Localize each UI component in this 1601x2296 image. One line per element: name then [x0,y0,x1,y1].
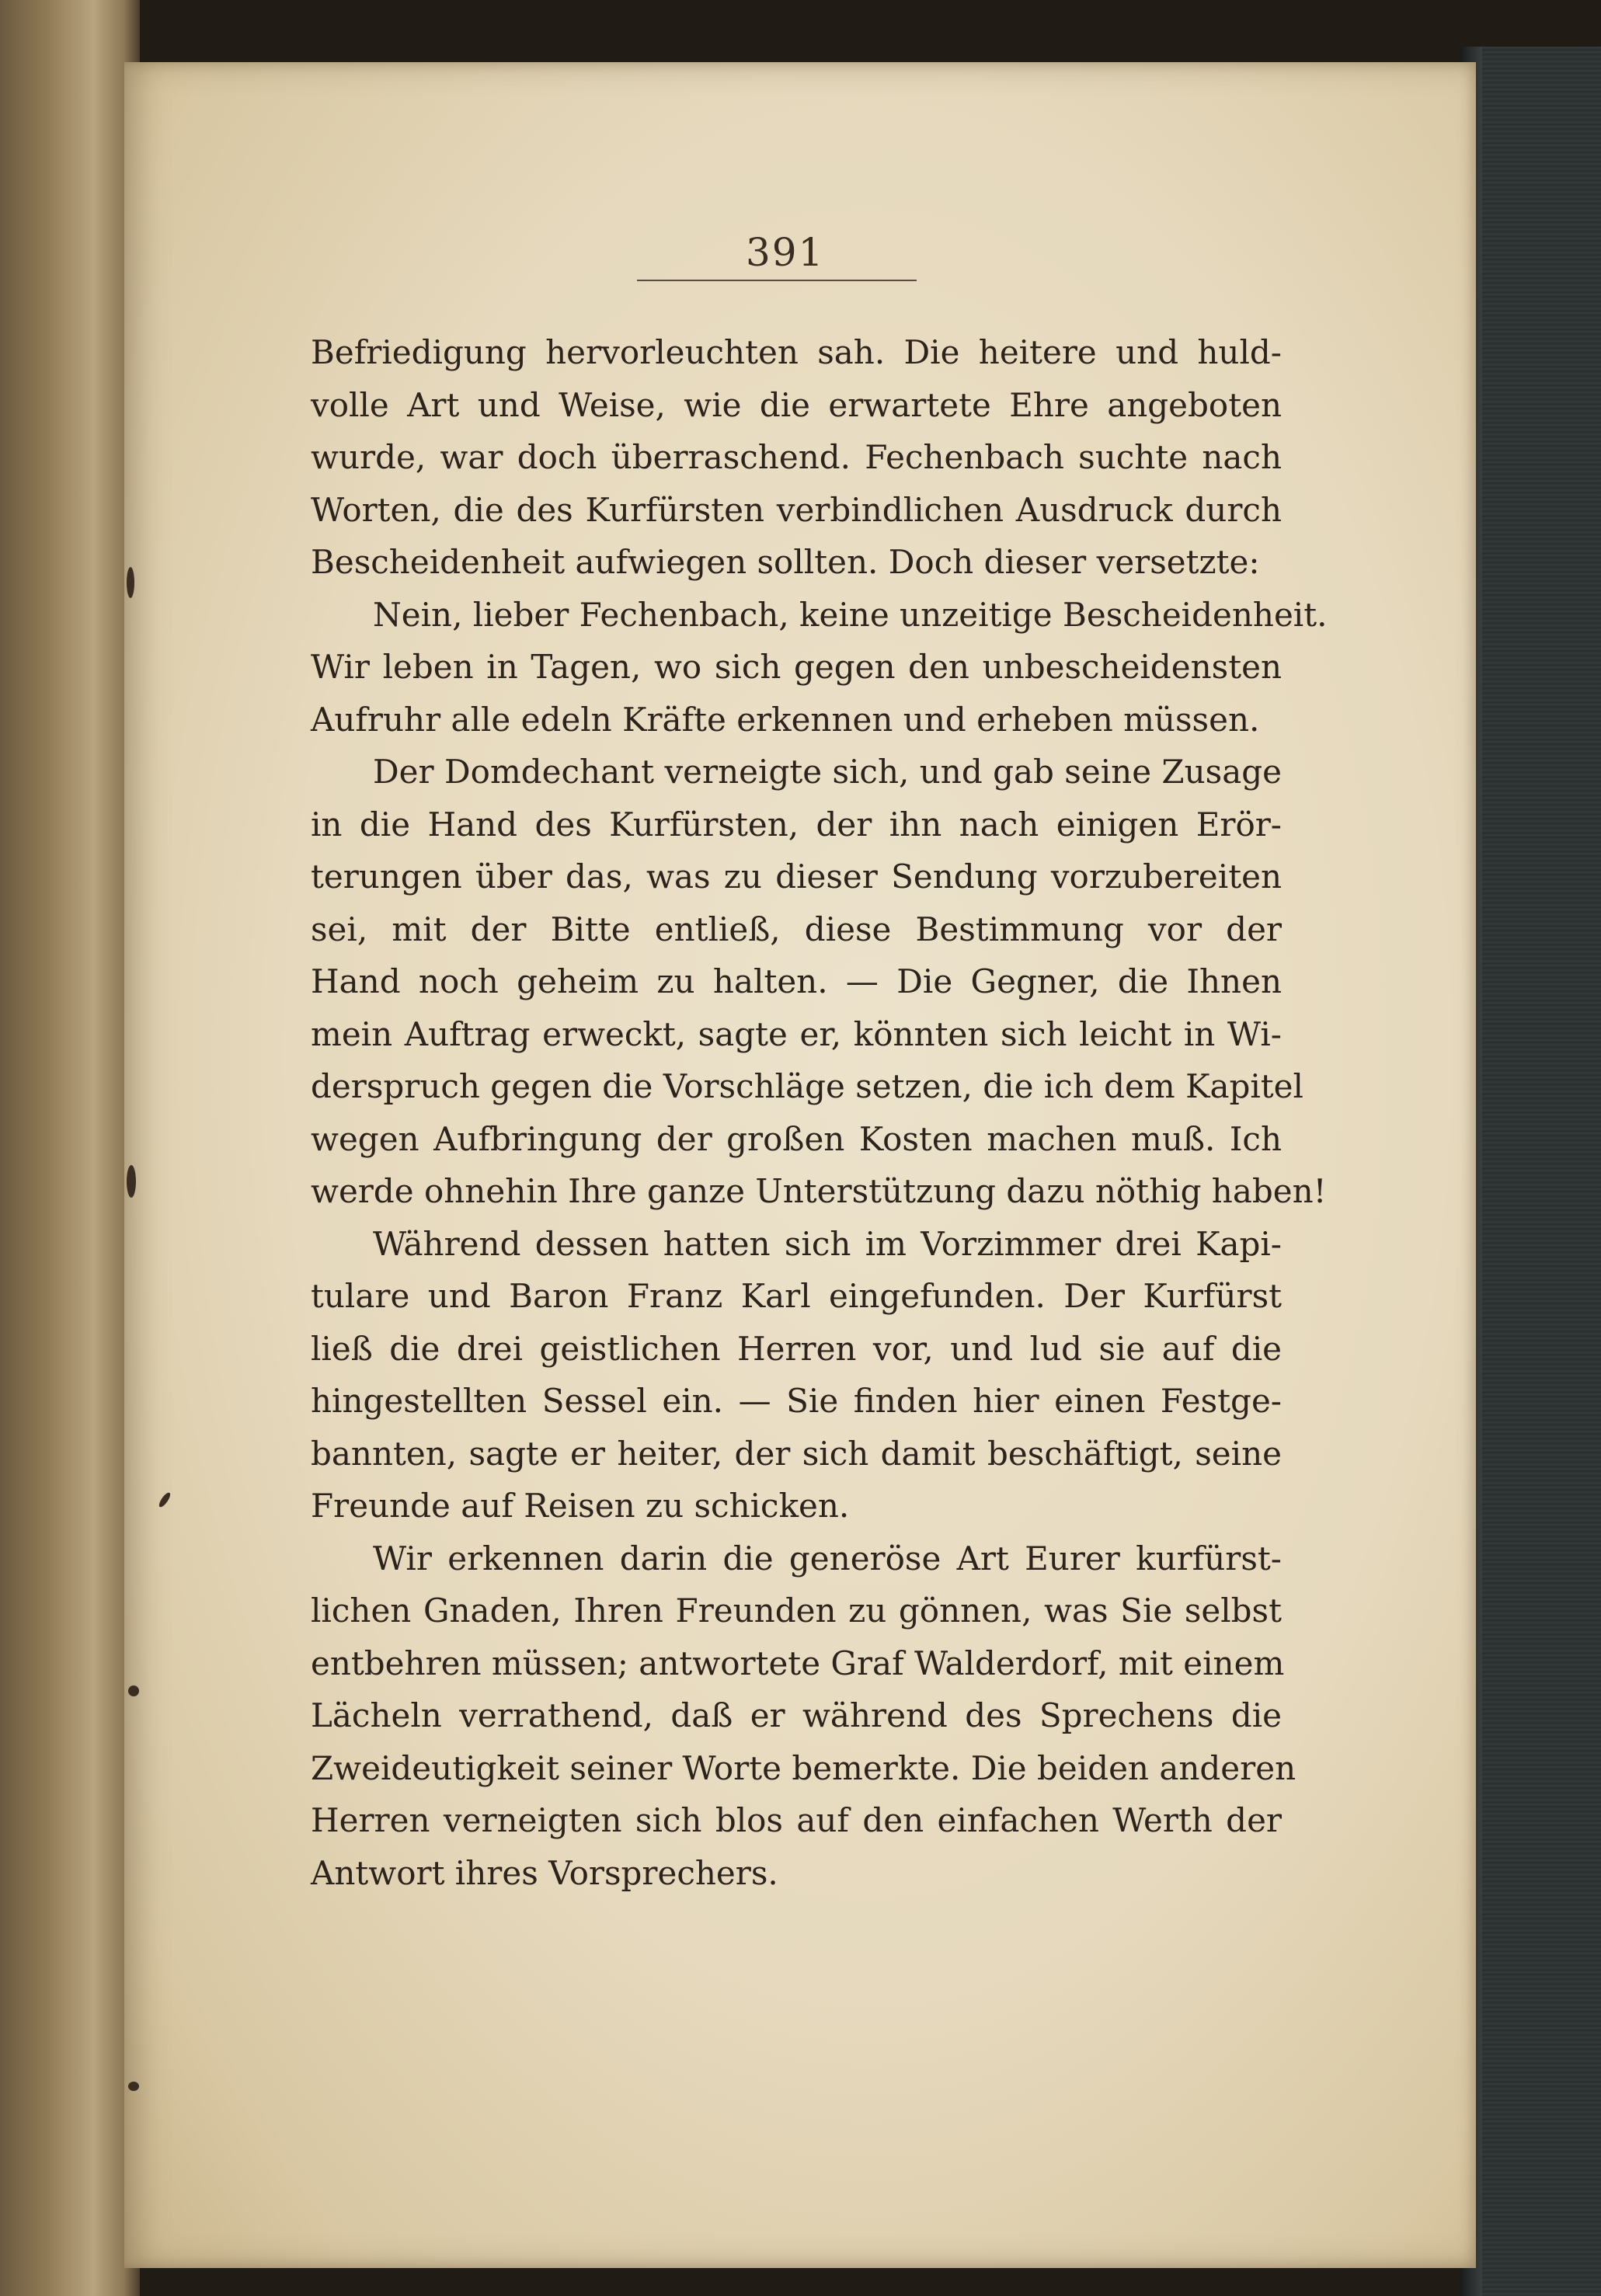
text-line: wurde, war doch überraschend. Fechenbach suchte nach [311,438,1282,476]
page-number: 391 [746,230,825,275]
text-line: derspruch gegen die Vorschläge setzen, die ich dem Kapitel [311,1067,1303,1105]
text-line: Während dessen hatten sich im Vorzimmer drei Kapi- [373,1224,1282,1263]
text-line: hingestellten Sessel ein. — Sie finden hier einen Festge- [311,1382,1282,1420]
page-text [311,326,1328,1899]
ink-spot [127,1165,136,1198]
text-line: wegen Aufbringung der großen Kosten machen muß. Ich [311,1119,1282,1158]
ink-spot [127,567,134,598]
previous-page-edge [0,0,140,2296]
text-line: Befriedigung hervorleuchten sah. Die heitere und huld- [311,333,1282,371]
text-line: werde ohnehin Ihre ganze Unterstützung dazu nöthig haben! [311,1172,1327,1210]
text-line: Herren verneigten sich blos auf den einfachen Werth der [311,1801,1282,1839]
text-line: lichen Gnaden, Ihren Freunden zu gönnen, was Sie selbst [311,1592,1282,1630]
text-line: Nein, lieber Fechenbach, keine unzeitige Bescheidenheit. [373,595,1328,634]
text-line: ließ die drei geistlichen Herren vor, und lud sie auf die [311,1329,1282,1368]
text-line: Antwort ihres Vorsprechers. [311,1853,778,1892]
text-line: tulare und Baron Franz Karl eingefunden. Der Kurfürst [311,1277,1282,1315]
text-line: Freunde auf Reisen zu schicken. [311,1487,850,1525]
ink-spot [128,1685,139,1696]
text-line: Hand noch geheim zu halten. — Die Gegner, die Ihnen [311,962,1282,1000]
text-line: Worten, die des Kurfürsten verbindlichen Ausdruck durch [311,490,1282,529]
text-line: Bescheidenheit aufwiegen sollten. Doch dieser versetzte: [311,543,1260,581]
text-line: Zweideutigkeit seiner Worte bemerkte. Die beiden anderen [311,1748,1296,1787]
text-line: Wir erkennen darin die generöse Art Eurer kurfürst- [373,1539,1282,1578]
text-line: bannten, sagte er heiter, der sich damit beschäftigt, seine [311,1434,1282,1473]
text-line: volle Art und Weise, wie die erwartete Ehre angeboten [311,385,1282,424]
text-line: mein Auftrag erweckt, sagte er, könnten sich leicht in Wi- [311,1014,1282,1053]
text-line: Aufruhr alle edeln Kräfte erkennen und erheben müssen. [311,700,1260,739]
ink-spot [157,1491,172,1509]
text-line: entbehren müssen; antwortete Graf Walderdorf, mit einem [311,1644,1285,1682]
book-cover [1460,47,1601,2296]
text-line: sei, mit der Bitte entließ, diese Bestimmung vor der [311,910,1282,948]
text-line: Wir leben in Tagen, wo sich gegen den unbescheidensten [311,648,1282,686]
text-line: in die Hand des Kurfürsten, der ihn nach einigen Erör- [311,805,1282,844]
text-line: Lächeln verrathend, daß er während des Sprechens die [311,1696,1282,1734]
header-rule [637,280,917,281]
text-line: Der Domdechant verneigte sich, und gab seine Zusage [373,753,1282,791]
text-line: terungen über das, was zu dieser Sendung vorzubereiten [311,858,1282,896]
ink-spot [128,2082,139,2091]
